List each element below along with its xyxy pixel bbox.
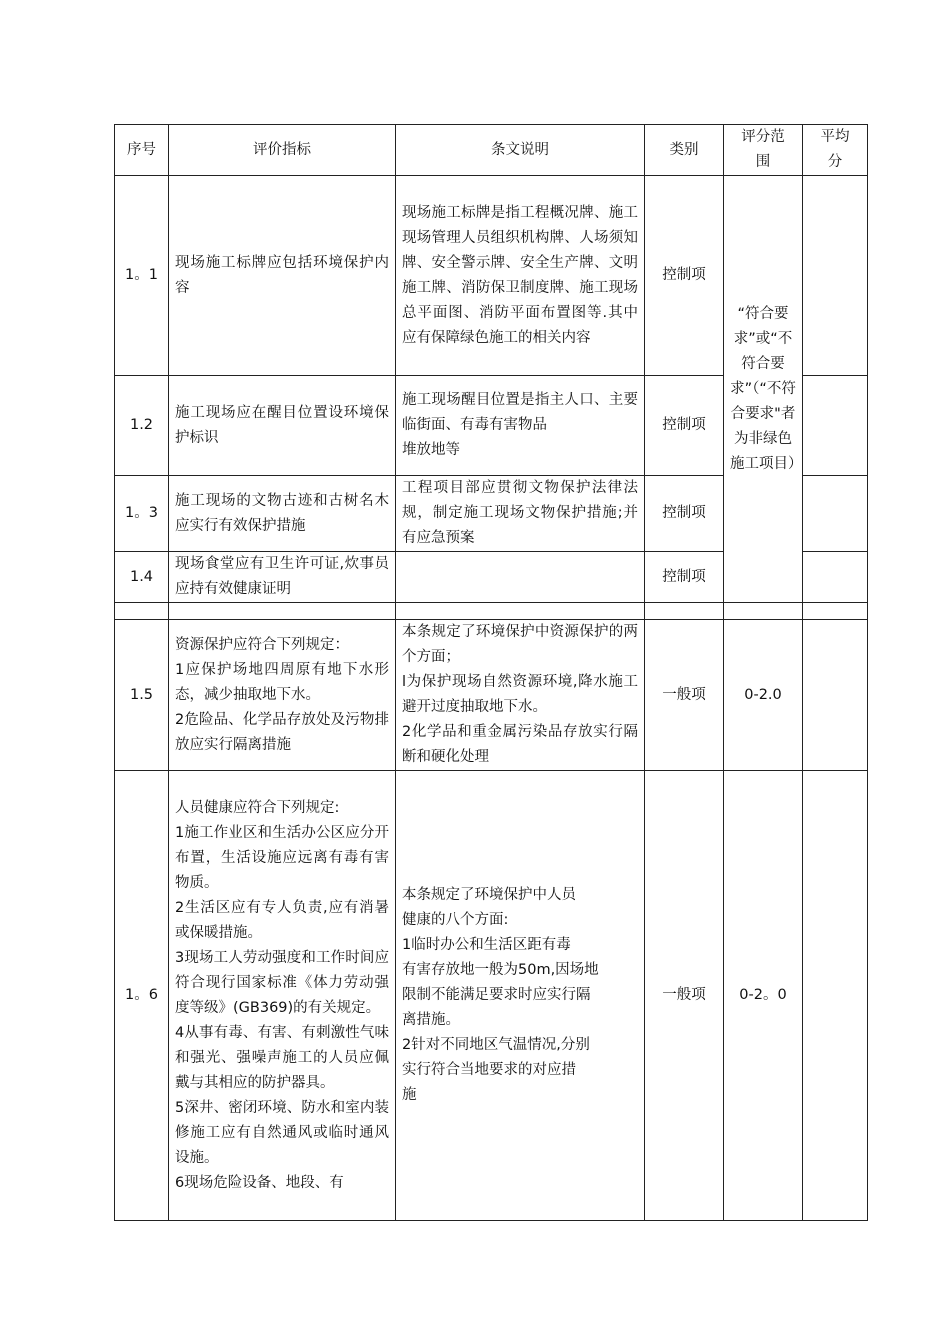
row-seq: 1.4 (115, 552, 169, 603)
row-seq: 1。3 (115, 476, 169, 552)
header-seq: 序号 (115, 125, 169, 176)
explanation-line: 1临时办公和生活区距有毒 (402, 937, 571, 953)
row-avg-score (803, 771, 868, 1221)
row-explanation (396, 552, 645, 603)
row-explanation: 工程项目部应贯彻文物保护法律法规，制定施工现场文物保护措施;并有应急预案 (396, 476, 645, 552)
indicator-line: 6现场危险设备、地段、有 (175, 1174, 344, 1191)
explanation-line: 施 (402, 1087, 417, 1103)
row-avg-score (803, 376, 868, 476)
indicator-line: 4从事有毒、有害、有刺激性气味和强光、强噪声施工的人员应佩戴与其相应的防护器具。 (175, 1024, 389, 1091)
row-indicator (169, 620, 396, 771)
row-category: 控制项 (645, 376, 724, 476)
row-explanation: 现场施工标牌是指工程概况牌、施工现场管理人员组织机构牌、人场须知牌、安全警示牌、安全生产牌、文明施工牌、消防保卫制度牌、施工现场总平面图、消防平面布置图等.其中应有保障绿色施工的相关内容 (396, 176, 645, 376)
row-avg-score (803, 476, 868, 552)
header-avg-score: 平均分 (803, 125, 868, 176)
explanation-line: 施工现场醒目位置是指主人口、主要临街面、有毒有害物品 (402, 392, 638, 433)
explanation-line: 离措施。 (402, 1012, 460, 1028)
indicator-line: 人员健康应符合下列规定: (175, 799, 340, 816)
explanation-line: 2化学品和重金属污染品存放实行隔断和硬化处理 (402, 724, 638, 765)
separator-row (115, 603, 868, 620)
table-row (115, 176, 868, 376)
row-seq: 1。1 (115, 176, 169, 376)
row-indicator: 现场施工标牌应包括环境保护内容 (169, 176, 396, 376)
indicator-line: 1应保护场地四周原有地下水形态，减少抽取地下水。 (175, 661, 389, 703)
control-score-range: “符合要求”或“不符合要求”（“不符合要求"者为非绿色施工项目） (724, 176, 803, 603)
header-row (115, 125, 868, 176)
row-indicator: 施工现场的文物古迹和古树名木应实行有效保护措施 (169, 476, 396, 552)
row-seq: 1。6 (115, 771, 169, 1221)
row-explanation (396, 771, 645, 1221)
explanation-line: 实行符合当地要求的对应措 (402, 1062, 576, 1078)
explanation-line: l为保护现场自然资源环境,降水施工避开过度抽取地下水。 (402, 674, 638, 715)
explanation-line: 堆放地等 (402, 442, 460, 458)
explanation-line: 本条规定了环境保护中人员 (402, 887, 576, 903)
row-category: 控制项 (645, 176, 724, 376)
header-score-range: 评分范围 (724, 125, 803, 176)
explanation-line: 有害存放地一般为50m,因场地 (402, 962, 599, 978)
indicator-line: 2危险品、化学品存放处及污物排放应实行隔离措施 (175, 711, 389, 753)
header-indicator: 评价指标 (169, 125, 396, 176)
row-indicator: 现场食堂应有卫生许可证,炊事员应持有效健康证明 (169, 552, 396, 603)
row-avg-score (803, 620, 868, 771)
indicator-line: 资源保护应符合下列规定： (175, 636, 349, 653)
evaluation-table (114, 124, 868, 1221)
table-row (115, 620, 868, 771)
indicator-line: 3现场工人劳动强度和工作时间应符合现行国家标准《体力劳动强度等级》(GB369)的有关规定。 (175, 949, 389, 1016)
row-category: 控制项 (645, 476, 724, 552)
explanation-line: 本条规定了环境保护中资源保护的两个方面； (402, 624, 638, 665)
explanation-line: 限制不能满足要求时应实行隔 (402, 987, 591, 1003)
indicator-line: 5深井、密闭环境、防水和室内装修施工应有自然通风或临时通风设施。 (175, 1099, 389, 1166)
table-row (115, 771, 868, 1221)
row-category: 一般项 (645, 620, 724, 771)
row-score-range: 0-2。0 (724, 771, 803, 1221)
indicator-line: 1施工作业区和生活办公区应分开布置，生活设施应远离有毒有害物质。 (175, 824, 389, 891)
row-avg-score (803, 176, 868, 376)
row-explanation (396, 620, 645, 771)
row-indicator: 施工现场应在醒目位置设环境保护标识 (169, 376, 396, 476)
row-explanation (396, 376, 645, 476)
row-category: 控制项 (645, 552, 724, 603)
row-category: 一般项 (645, 771, 724, 1221)
header-explanation: 条文说明 (396, 125, 645, 176)
row-score-range: 0-2.0 (724, 620, 803, 771)
indicator-line: 2生活区应有专人负责,应有消暑或保暖措施。 (175, 899, 389, 941)
row-indicator (169, 771, 396, 1221)
header-category: 类别 (645, 125, 724, 176)
row-seq: 1.2 (115, 376, 169, 476)
explanation-line: 2针对不同地区气温情况,分别 (402, 1037, 590, 1053)
row-avg-score (803, 552, 868, 603)
explanation-line: 健康的八个方面: (402, 912, 509, 928)
row-seq: 1.5 (115, 620, 169, 771)
